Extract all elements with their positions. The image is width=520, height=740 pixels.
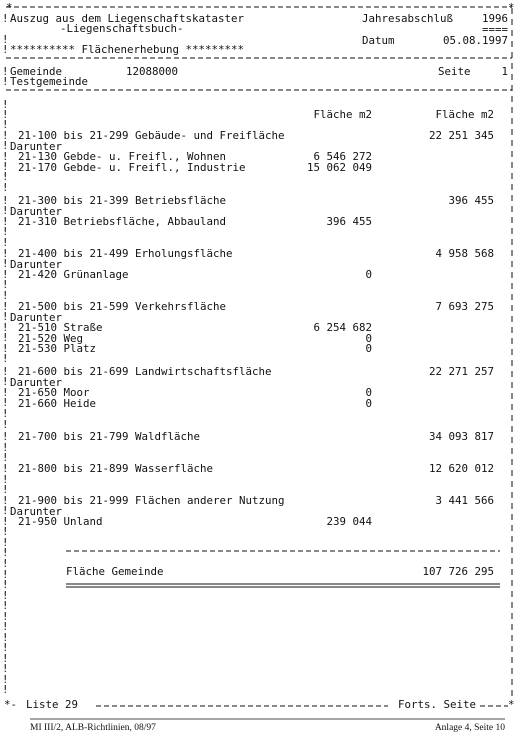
margin-mark: ! bbox=[2, 396, 9, 409]
group-total: 12 620 012 bbox=[428, 462, 494, 475]
margin-mark: ! bbox=[2, 536, 9, 549]
jahresabschluss-value: 1996 bbox=[481, 12, 508, 25]
group-total: 3 441 566 bbox=[435, 494, 494, 507]
margin-mark: ! bbox=[2, 194, 9, 207]
group-total: 34 093 817 bbox=[428, 430, 494, 443]
gemeinde-label: Gemeinde bbox=[10, 65, 63, 78]
margin-mark: ! bbox=[2, 278, 9, 291]
gemeinde-number: 12088000 bbox=[126, 65, 179, 78]
item-value: 0 bbox=[365, 396, 372, 410]
item-value: 0 bbox=[365, 342, 372, 355]
margin-mark: ! bbox=[2, 407, 9, 420]
item-label: 21-650 Moor bbox=[18, 386, 90, 399]
item-value: 15 062 049 bbox=[306, 160, 372, 174]
item-label: 21-950 Unland bbox=[18, 515, 103, 528]
margin-mark: ! bbox=[2, 310, 9, 323]
item-label: 21-530 Platz bbox=[18, 342, 97, 355]
margin-mark: ! bbox=[2, 462, 9, 475]
margin-mark: ! bbox=[2, 578, 9, 591]
margin-mark: ! bbox=[2, 12, 9, 25]
group-title: 21-600 bis 21-699 Landwirtschaftsfläche bbox=[18, 365, 272, 378]
darunter-label: Darunter bbox=[10, 504, 63, 518]
margin-mark: ! bbox=[2, 181, 9, 194]
item-label: 21-310 Betriebsfläche, Abbauland bbox=[18, 215, 227, 228]
item-label: 21-660 Heide bbox=[18, 396, 97, 410]
margin-mark: ! bbox=[2, 300, 9, 313]
margin-mark: ! bbox=[2, 641, 9, 654]
margin-mark: ! bbox=[2, 683, 9, 696]
margin-mark: ! bbox=[2, 160, 9, 173]
margin-mark: ! bbox=[2, 257, 9, 270]
margin-mark: ! bbox=[2, 139, 9, 152]
footer-star: *- bbox=[4, 698, 18, 711]
margin-mark: ! bbox=[2, 331, 9, 344]
margin-mark: ! bbox=[2, 108, 9, 121]
margin-mark: ! bbox=[2, 289, 9, 302]
item-label: 21-170 Gebde- u. Freifl., Industrie bbox=[18, 160, 246, 174]
margin-mark: ! bbox=[2, 225, 9, 238]
column-header-totals: Fläche m2 bbox=[435, 108, 494, 121]
margin-mark: ! bbox=[2, 75, 9, 88]
item-value: 396 455 bbox=[326, 215, 372, 228]
margin-mark: ! bbox=[2, 515, 9, 528]
item-label: 21-510 Straße bbox=[18, 321, 103, 334]
jahresabschluss-label: Jahresabschluß bbox=[362, 12, 454, 25]
margin-mark: ! bbox=[2, 236, 9, 249]
group-title: 21-100 bis 21-299 Gebäude- und Freifläche bbox=[18, 129, 285, 142]
margin-mark: ! bbox=[2, 568, 9, 581]
margin-mark: ! bbox=[2, 473, 9, 486]
footer-corner-mark: * bbox=[508, 698, 515, 711]
item-label: 21-130 Gebde- u. Freifl., Wohnen bbox=[18, 150, 227, 163]
page-footer-source: MI III/2, ALB-Richtlinien, 08/97 bbox=[30, 723, 156, 733]
margin-mark: ! bbox=[2, 375, 9, 388]
summary-label: Fläche Gemeinde bbox=[66, 565, 164, 578]
seite-value: 1 bbox=[501, 65, 508, 78]
margin-mark: ! bbox=[2, 215, 9, 228]
group-total: 22 251 345 bbox=[428, 129, 494, 142]
margin-mark: ! bbox=[2, 451, 9, 464]
item-value: 0 bbox=[365, 386, 372, 399]
margin-mark: ! bbox=[2, 43, 9, 56]
column-header-details: Fläche m2 bbox=[313, 108, 372, 121]
margin-mark: ! bbox=[2, 65, 9, 78]
margin-mark: ! bbox=[2, 386, 9, 399]
group-title: 21-300 bis 21-399 Betriebsfläche bbox=[18, 194, 227, 207]
footer-list-number: Liste 29 bbox=[26, 698, 79, 711]
group-total: 4 958 568 bbox=[435, 247, 494, 260]
margin-mark: ! bbox=[2, 33, 9, 46]
item-value: 0 bbox=[365, 331, 372, 345]
jahresabschluss-rule: ==== bbox=[481, 23, 508, 36]
group-title: 21-900 bis 21-999 Flächen anderer Nutzung bbox=[18, 494, 285, 507]
margin-mark: ! bbox=[2, 430, 9, 443]
margin-mark: ! bbox=[2, 352, 9, 365]
seite-label: Seite bbox=[438, 65, 471, 78]
margin-mark: ! bbox=[2, 631, 9, 644]
corner-mark: * bbox=[508, 1, 515, 14]
margin-mark: ! bbox=[2, 483, 9, 496]
group-total: 396 455 bbox=[448, 194, 494, 207]
darunter-label: Darunter bbox=[10, 375, 63, 389]
darunter-label: Darunter bbox=[10, 310, 63, 324]
margin-mark: ! bbox=[2, 504, 9, 517]
margin-mark: ! bbox=[2, 418, 9, 431]
margin-mark: ! bbox=[2, 170, 9, 183]
margin-mark: ! bbox=[2, 652, 9, 665]
darunter-label: Darunter bbox=[10, 139, 63, 153]
group-total: 7 693 275 bbox=[435, 300, 494, 313]
group-title: 21-700 bis 21-799 Waldfläche bbox=[18, 430, 201, 443]
margin-mark: ! bbox=[2, 129, 9, 142]
darunter-label: Darunter bbox=[10, 204, 63, 218]
document-title: Auszug aus dem Liegenschaftskataster bbox=[10, 12, 245, 25]
darunter-label: Darunter bbox=[10, 257, 63, 271]
item-label: 21-420 Grünanlage bbox=[18, 268, 129, 281]
margin-mark: ! bbox=[2, 494, 9, 507]
margin-mark: ! bbox=[2, 247, 9, 260]
summary-value: 107 726 295 bbox=[422, 565, 494, 578]
margin-mark: ! bbox=[2, 365, 9, 378]
item-value: 6 254 682 bbox=[313, 321, 372, 334]
margin-mark: ! bbox=[2, 662, 9, 675]
group-total: 22 271 257 bbox=[428, 365, 494, 378]
margin-mark: ! bbox=[2, 342, 9, 355]
group-title: 21-500 bis 21-599 Verkehrsfläche bbox=[18, 300, 227, 313]
page-footer-page: Anlage 4, Seite 10 bbox=[434, 723, 505, 733]
margin-mark: ! bbox=[2, 118, 9, 131]
corner-mark: * bbox=[6, 1, 13, 14]
margin-mark: ! bbox=[2, 599, 9, 612]
report-heading: ********** Flächenerhebung ********* bbox=[10, 43, 245, 56]
margin-mark: ! bbox=[2, 98, 9, 111]
margin-mark: ! bbox=[2, 610, 9, 623]
datum-label: Datum bbox=[362, 34, 395, 47]
margin-mark: ! bbox=[2, 150, 9, 163]
margin-mark: ! bbox=[2, 525, 9, 538]
margin-mark: ! bbox=[2, 441, 9, 454]
margin-mark: ! bbox=[2, 557, 9, 570]
margin-mark: ! bbox=[2, 589, 9, 602]
margin-mark: ! bbox=[2, 546, 9, 559]
margin-mark: ! bbox=[2, 673, 9, 686]
footer-continued: Forts. Seite bbox=[398, 698, 477, 711]
datum-value: 05.08.1997 bbox=[442, 34, 508, 47]
gemeinde-name: Testgemeinde bbox=[10, 75, 89, 88]
margin-mark: ! bbox=[2, 620, 9, 633]
item-value: 6 546 272 bbox=[313, 150, 372, 163]
item-label: 21-520 Weg bbox=[18, 331, 84, 345]
margin-mark: ! bbox=[2, 268, 9, 281]
item-value: 0 bbox=[365, 268, 372, 281]
group-title: 21-400 bis 21-499 Erholungsfläche bbox=[18, 247, 233, 260]
group-title: 21-800 bis 21-899 Wasserfläche bbox=[18, 462, 214, 475]
margin-mark: ! bbox=[2, 204, 9, 217]
document-subtitle: -Liegenschaftsbuch- bbox=[60, 22, 184, 35]
item-value: 239 044 bbox=[326, 515, 372, 528]
margin-mark: ! bbox=[2, 321, 9, 334]
